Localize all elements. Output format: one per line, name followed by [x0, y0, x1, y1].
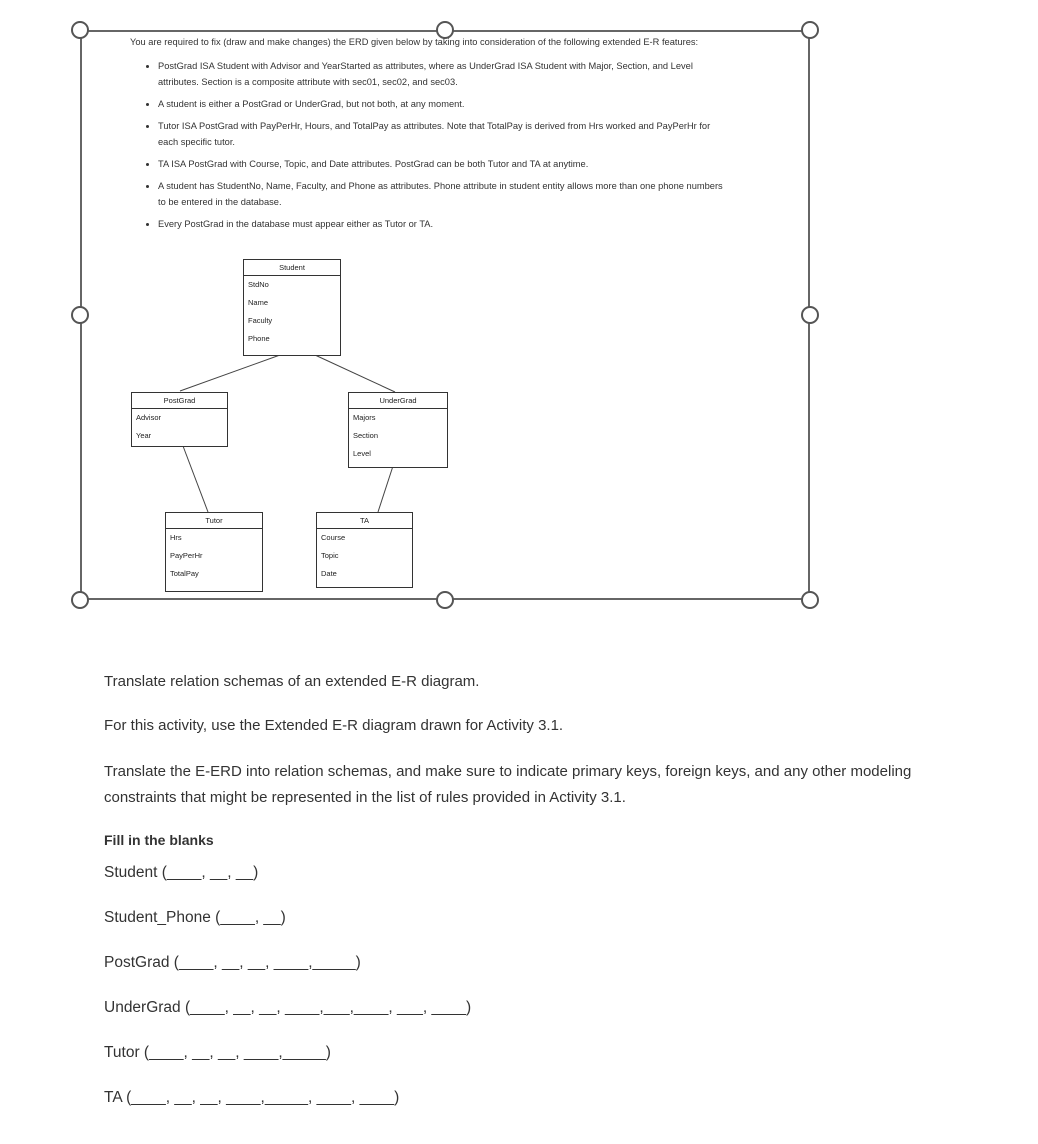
connector-student-postgrad — [180, 355, 280, 391]
entity-title: UnderGrad — [349, 393, 447, 409]
blank-ta: TA (____, __, __, ____,_____, ____, ____) — [104, 1089, 400, 1106]
activity-paragraph-2: Translate the E-ERD into relation schemas, and make sure to indicate primary keys, foreign keys, and any other modeling constraints that might be represented in the list of rules provided in Activity 3.1. — [104, 763, 912, 806]
entity-attribute: Phone — [248, 334, 270, 343]
entity-title: TA — [317, 513, 412, 529]
entity-attribute: StdNo — [248, 280, 269, 289]
entity-title: Student — [244, 260, 340, 276]
instructions-intro: You are required to fix (draw and make changes) the ERD given below by taking into consideration of the following extended E-R features: — [130, 37, 699, 47]
feature-item: • A student has StudentNo, Name, Faculty, and Phone as attributes. Phone attribute in student entity allows more than one phone numbers to be entered in the database. — [158, 178, 730, 210]
entity-attribute: Advisor — [136, 413, 162, 422]
activity-heading: Translate relation schemas of an extended E-R diagram. — [104, 673, 480, 690]
entity-attribute: Majors — [353, 413, 376, 422]
blank-student: Student (____, __, __) — [104, 864, 259, 881]
entity-attribute: Hrs — [170, 533, 182, 542]
entity-postgrad — [131, 392, 228, 447]
connector-undergrad-ta — [378, 466, 393, 512]
entity-undergrad — [348, 392, 448, 468]
entity-attribute: TotalPay — [170, 569, 199, 578]
feature-item: • PostGrad ISA Student with Advisor and YearStarted as attributes, where as UnderGrad ISA Student with Major, Section, and Level attributes. Section is a composite attribute with sec01, sec02, and sec03. — [158, 58, 730, 90]
entity-title: Tutor — [166, 513, 262, 529]
feature-item: • TA ISA PostGrad with Course, Topic, and Date attributes. PostGrad can be both Tutor and TA at anytime. — [158, 156, 730, 172]
blank-postgrad: PostGrad (____, __, __, ____,_____) — [104, 954, 361, 971]
entity-attribute: Topic — [321, 551, 339, 560]
entity-attribute: Section — [353, 431, 379, 440]
entity-ta — [316, 512, 413, 588]
entity-tutor — [165, 512, 263, 592]
activity-paragraph-1: For this activity, use the Extended E-R diagram drawn for Activity 3.1. — [104, 717, 564, 734]
connector-postgrad-tutor — [183, 446, 208, 512]
entity-title: PostGrad — [132, 393, 227, 409]
entity-attribute: Faculty — [248, 316, 273, 325]
blank-student-phone: Student_Phone (____, __) — [104, 909, 286, 926]
entity-attribute: Level — [353, 449, 371, 458]
entity-attribute: Name — [248, 298, 269, 307]
feature-item: • Every PostGrad in the database must appear either as Tutor or TA. — [158, 216, 730, 232]
feature-item: • Tutor ISA PostGrad with PayPerHr, Hours, and TotalPay as attributes. Note that TotalPay is derived from Hrs worked and PayPerHr for each specific tutor. — [158, 118, 730, 150]
entity-attribute: PayPerHr — [170, 551, 203, 560]
entity-attribute: Course — [321, 533, 346, 542]
entity-student — [243, 259, 341, 356]
entity-attribute: Date — [321, 569, 337, 578]
blank-undergrad: UnderGrad (____, __, __, ____,___,____, ___, ____) — [104, 999, 472, 1016]
feature-item: • A student is either a PostGrad or UnderGrad, but not both, at any moment. — [158, 96, 730, 112]
connector-student-undergrad — [315, 355, 395, 392]
fill-blanks-title: Fill in the blanks — [104, 832, 214, 848]
blank-tutor: Tutor (____, __, __, ____,_____) — [104, 1044, 331, 1061]
entity-attribute: Year — [136, 431, 152, 440]
